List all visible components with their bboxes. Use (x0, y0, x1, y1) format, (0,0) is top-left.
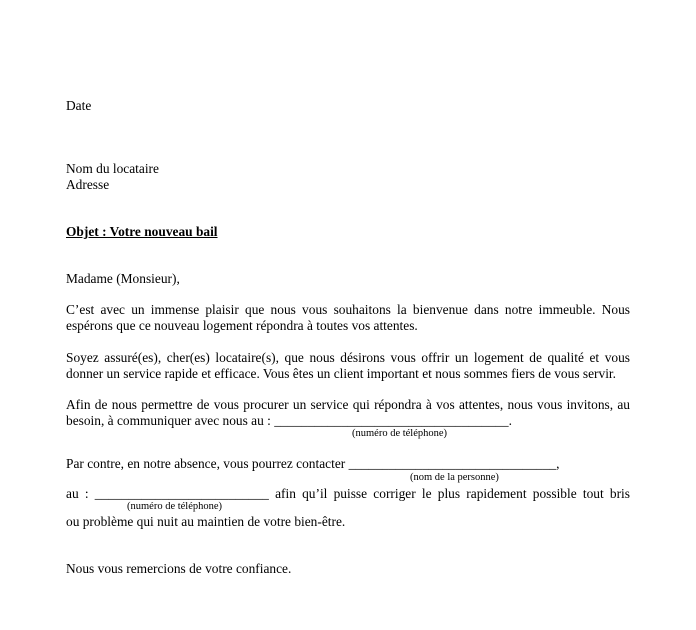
phone-caption-2: (numéro de téléphone) (127, 501, 223, 512)
paragraph2-line1: Soyez assuré(es), cher(es) locataire(s), que nous désirons vous offrir un logement de qualité et vous (66, 350, 630, 365)
paragraph1-line2: espérons que ce nouveau logement répondra à toutes vos attentes. (66, 318, 418, 333)
paragraph1-line1: C’est avec un immense plaisir que nous vous souhaitons la bienvenue dans notre immeuble. Nous (66, 302, 630, 317)
salutation: Madame (Monsieur), (66, 271, 180, 286)
paragraph3-line2: besoin, à communiquer avec nous au : ___________________________________. (66, 413, 512, 428)
paragraph4-line3: ou problème qui nuit au maintien de votre bien-être. (66, 514, 346, 529)
paragraph4-line2: au : __________________________ afin qu’il puisse corriger le plus rapidement possible tout bris (66, 486, 630, 501)
phone-caption: (numéro de téléphone) (352, 428, 448, 439)
paragraph4-line1: Par contre, en notre absence, vous pourrez contacter _______________________________, (66, 456, 560, 471)
paragraph2-line2: donner un service rapide et efficace. Vous êtes un client important et nous sommes fiers de vous servir. (66, 366, 616, 381)
paragraph3-line1: Afin de nous permettre de vous procurer un service qui répondra à vos attentes, nous vous invitons, au (66, 397, 630, 412)
closing-line: Nous vous remercions de votre confiance. (66, 561, 292, 576)
person-name-caption: (nom de la personne) (410, 472, 499, 483)
recipient-address: Adresse (66, 177, 110, 192)
date-line: Date (66, 98, 92, 113)
subject-line: Objet : Votre nouveau bail (66, 224, 218, 239)
recipient-name: Nom du locataire (66, 161, 159, 176)
